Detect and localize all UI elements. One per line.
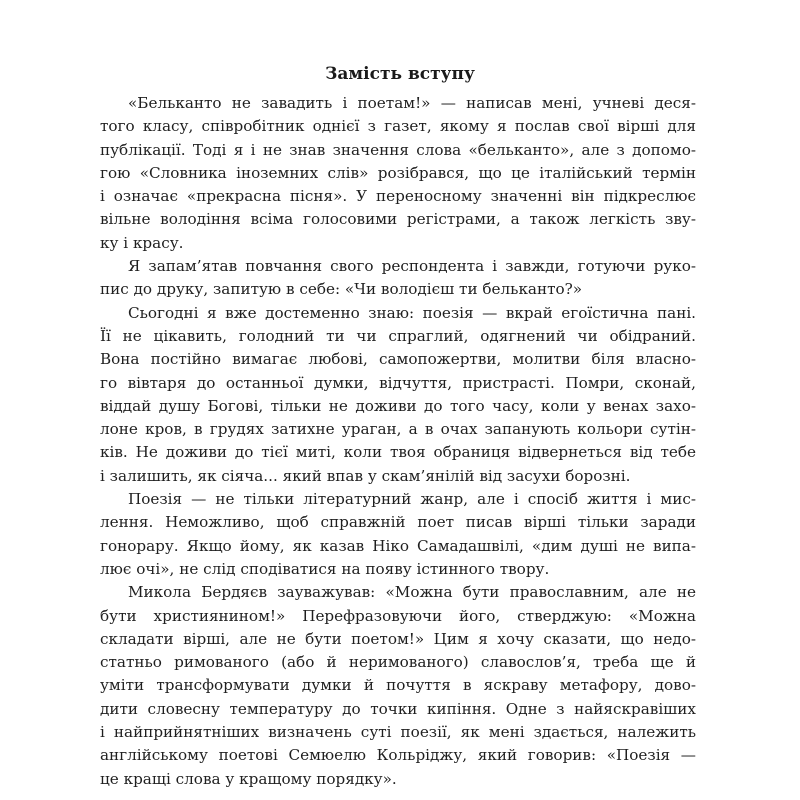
text-line: лює очі», не слід сподіватися на появу істинного твору. [100,559,550,578]
text-line: складати вірші, але не бути поетом!» Цим я хочу сказати, що недо- [100,629,696,648]
text-line: Микола Бердяєв зауважував: «Можна бути православним, але не [128,583,696,602]
text-line: і означає «прекрасна пісня». У переносному значенні він підкреслює [100,187,696,206]
text-line: англійському поетові Семюелю Кольріджу, який говорив: «Поезія — [100,746,696,765]
chapter-title: Замість вступу [325,64,475,84]
text-line: Сьогодні я вже достеменно знаю: поезія — вкрай егоїстична пані. [128,303,696,322]
text-line: дити словесну температуру до точки кипіння. Одне з найяскравіших [100,699,696,718]
text-line: вільне володіння всіма голосовими регістрами, а також легкість зву- [100,210,696,229]
text-line: Поезія — не тільки літературний жанр, але і спосіб життя і мис- [128,490,696,509]
text-line: Я запам’ятав повчання свого респондента і завжди, готуючи руко- [128,257,696,276]
text-line: це кращі слова у кращому порядку». [100,769,397,788]
text-line: бути християнином!» Перефразовуючи його, стверджую: «Можна [100,606,696,625]
text-line: гонорару. Якщо йому, як казав Ніко Самадашвілі, «дим душі не випа- [100,536,696,555]
text-line: уміти трансформувати думки й почуття в яскраву метафору, дово- [100,676,696,695]
text-line: го вівтаря до останньої думки, відчуття, пристрасті. Помри, сконай, [100,373,696,392]
text-line: Її не цікавить, голодний ти чи спраглий, одягнений чи обідраний. [100,326,696,345]
text-line: того класу, співробітник однієї з газет, якому я послав свої вірші для [100,117,696,136]
text-line: лення. Неможливо, щоб справжній поет писав вірші тільки заради [100,513,696,532]
text-line: лоне кров, в грудях затихне ураган, а в очах запанують кольори сутін- [100,420,696,439]
text-line: віддай душу Богові, тільки не доживи до того часу, коли у венах захо- [100,396,696,415]
text-line: ку і красу. [100,233,184,252]
text-line: публікації. Тоді я і не знав значення слова «бельканто», але з допомо- [100,140,696,159]
text-line: статньо римованого (або й неримованого) славослов’я, треба ще й [100,653,696,672]
text-line: гою «Словника іноземних слів» розібрався, що це італійський термін [100,163,696,182]
text-line: і залишить, як сіяча... який впав у скам’янілій від засухи борозні. [100,466,631,485]
text-line: пис до друку, запитую в себе: «Чи володієш ти бельканто?» [100,280,583,299]
text-line: і найприйнятніших визначень суті поезії, як мені здається, належить [100,723,696,742]
text-line: «Бельканто не завадить і поетам!» — написав мені, учневі деся- [128,94,696,112]
text-line: ків. Не доживи до тієї миті, коли твоя обраниця відвернеться від тебе [100,443,696,462]
body-text [100,92,696,791]
text-line: Вона постійно вимагає любові, самопожертви, молитви біля власно- [100,350,696,369]
